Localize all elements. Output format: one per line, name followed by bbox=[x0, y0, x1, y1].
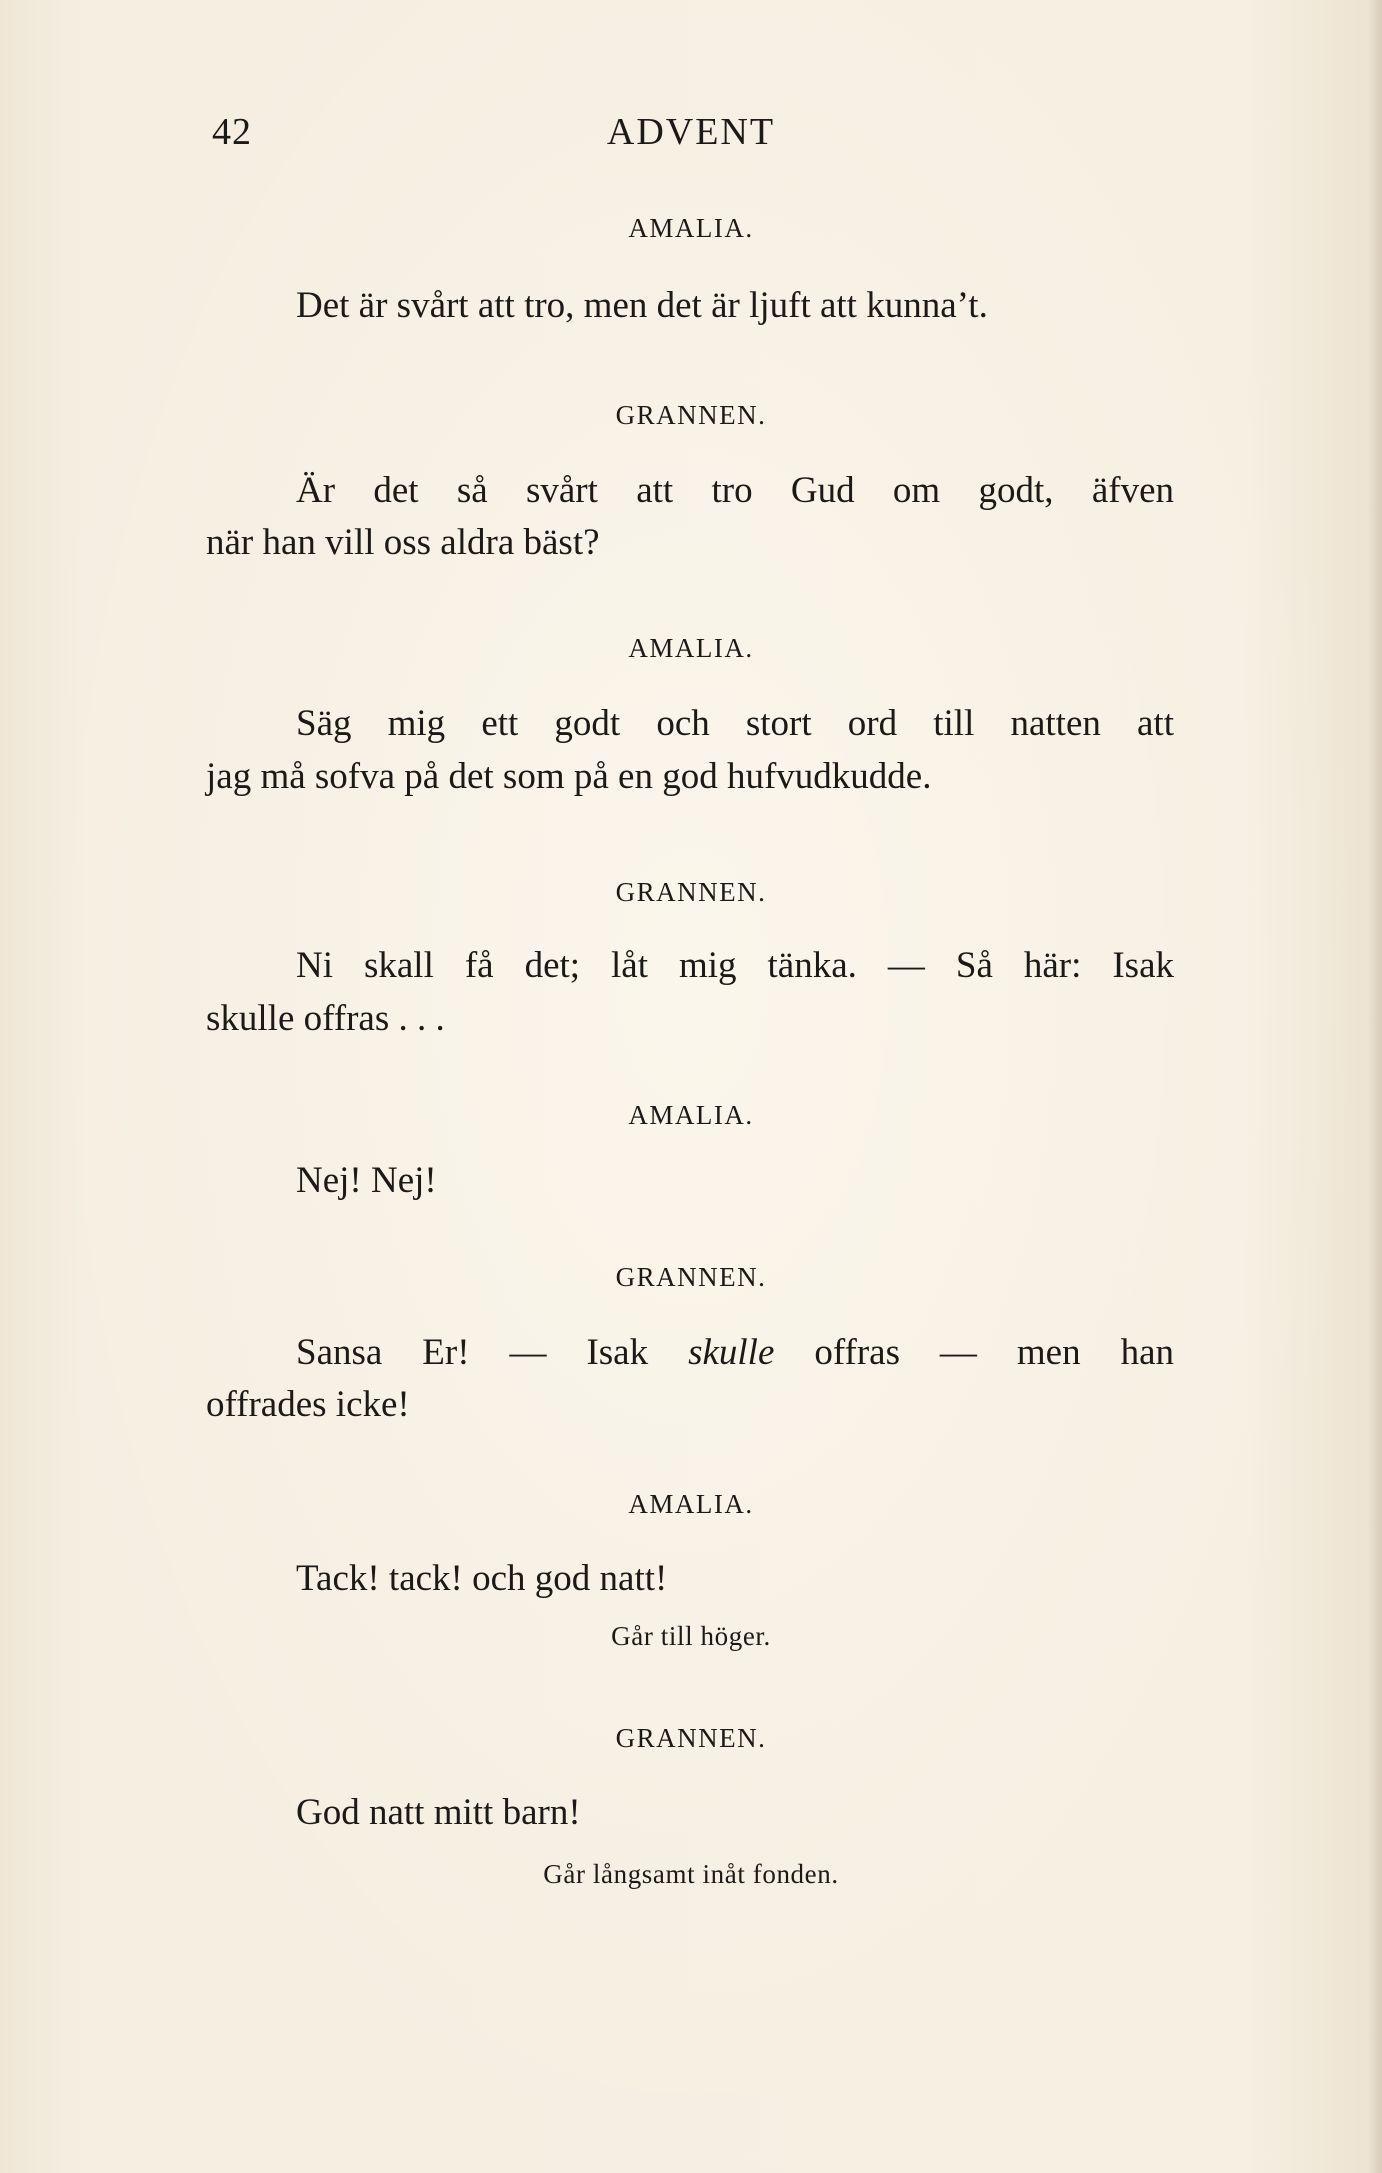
running-title: ADVENT bbox=[606, 111, 776, 153]
dialogue-line: Är det så svårt att tro Gud om godt, äfven bbox=[296, 470, 1174, 511]
dialogue-line: Det är svårt att tro, men det är ljuft att kunna’t. bbox=[296, 285, 988, 326]
speaker-name: GRANNEN. bbox=[615, 1262, 767, 1292]
speaker-name: GRANNEN. bbox=[615, 400, 767, 430]
dialogue-line: jag må sofva på det som på en god hufvudkudde. bbox=[206, 756, 932, 797]
speaker-name: GRANNEN. bbox=[615, 877, 767, 907]
dialogue-text: offras — men han bbox=[774, 1332, 1174, 1373]
speaker-name: AMALIA. bbox=[628, 1100, 754, 1130]
dialogue-line: Säg mig ett godt och stort ord till natten att bbox=[296, 703, 1174, 744]
dialogue-line: skulle offras . . . bbox=[206, 998, 445, 1039]
dialogue-line: Nej! Nej! bbox=[296, 1160, 437, 1201]
page-edge-shadow bbox=[1368, 0, 1382, 2173]
speaker-name: AMALIA. bbox=[628, 1489, 754, 1519]
page-number: 42 bbox=[212, 111, 252, 153]
stage-direction: Går till höger. bbox=[611, 1621, 771, 1651]
speaker-name: AMALIA. bbox=[628, 213, 754, 243]
dialogue-line: Tack! tack! och god natt! bbox=[296, 1558, 668, 1599]
dialogue-text: Sansa Er! — Isak bbox=[296, 1332, 689, 1373]
dialogue-line: Ni skall få det; låt mig tänka. — Så här: Isak bbox=[296, 945, 1174, 986]
dialogue-line: God natt mitt barn! bbox=[296, 1792, 581, 1833]
emphasized-word: skulle bbox=[688, 1332, 775, 1373]
speaker-name: GRANNEN. bbox=[615, 1723, 767, 1753]
dialogue-line bbox=[296, 1327, 1174, 1379]
speaker-name: AMALIA. bbox=[628, 633, 754, 663]
stage-direction: Går långsamt inåt fonden. bbox=[543, 1859, 839, 1889]
dialogue-line: offrades icke! bbox=[206, 1384, 410, 1425]
dialogue-line: när han vill oss aldra bäst? bbox=[206, 522, 600, 563]
